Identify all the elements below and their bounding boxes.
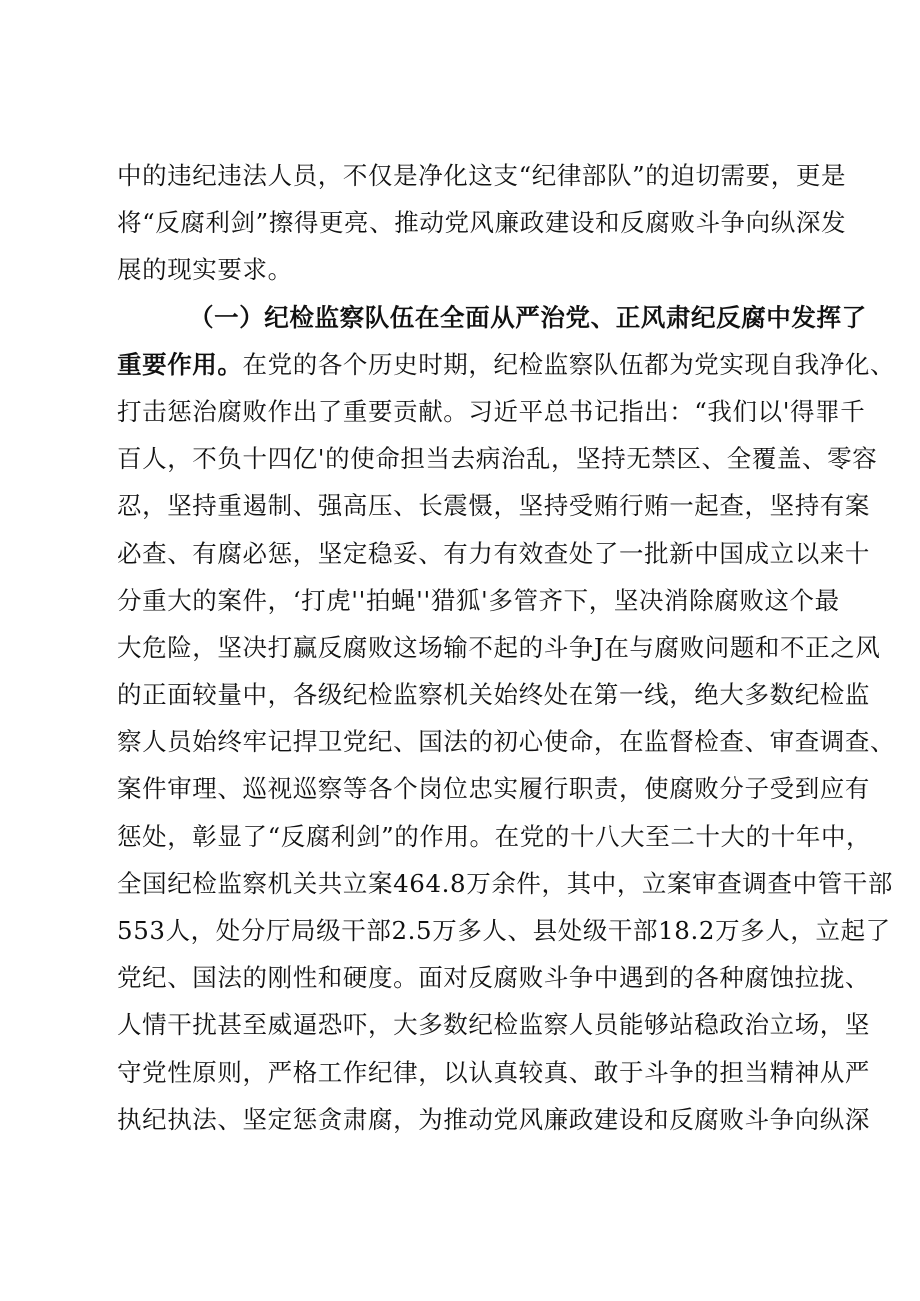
body-text [117,152,896,1143]
text-line: 百人，不负十四亿'的使命担当去病治乱，坚持无禁区、全覆盖、零容 [117,444,878,474]
text-line: 553人，处分厅局级干部2.5万多人、县处级干部18.2万多人，立起了 [117,916,891,945]
section-heading-line [117,294,867,341]
text-line: 守党性原则，严格工作纪律，以认真较真、敢于斗争的担当精神从严 [117,1057,870,1087]
text-line: 察人员始终牢记捍卫党纪、国法的初心使命，在监督检查、审查调查、 [117,727,896,757]
text-line: 忍，坚持重遏制、强高压、长震慑，坚持受贿行贿一起查，坚持有案 [117,491,870,521]
text-line: 必查、有腐必惩，坚定稳妥、有力有效查处了一批新中国成立以来十 [117,538,870,568]
text-line: 案件审理、巡视巡察等各个岗位忠实履行职责，使腐败分子受到应有 [117,774,870,804]
text-line: 执纪执法、坚定惩贪肃腐，为推动党风廉政建设和反腐败斗争向纵深 [117,1104,870,1134]
text-line: 党纪、国法的刚性和硬度。面对反腐败斗争中遇到的各种腐蚀拉拢、 [117,963,870,993]
text-line: 惩处，彰显了“反腐利剑”的作用。在党的十八大至二十大的十年中， [117,821,872,851]
text-line: 人情干扰甚至威逼恐吓，大多数纪检监察人员能够站稳政治立场，坚 [117,1010,870,1040]
text-line: 将“反腐利剑”擦得更亮、推动党风廉政建设和反腐败斗争向纵深发 [117,208,847,238]
text-line-content: 在党的各个历史时期，纪检监察队伍都为党实现自我净化、 [242,349,896,379]
text-line [117,341,896,388]
text-line: 大危险，坚决打赢反腐败这场输不起的斗争J在与腐败问题和不正之风 [117,632,881,662]
text-line: 打击惩治腐败作出了重要贡献。习近平总书记指出：“我们以'得罪千 [117,396,866,426]
section-heading-end: 重要作用。 [117,349,243,379]
text-line: 中的违纪违法人员，不仅是净化这支“纪律部队”的迫切需要，更是 [117,161,847,190]
text-line: 全国纪检监察机关共立案464.8万余件，其中，立案审查调查中管干部 [117,868,893,898]
text-line: 展的现实要求。 [117,255,293,285]
text-line: 的正面较量中，各级纪检监察机关始终处在第一线，绝大多数纪检监 [117,680,870,710]
text-line: 分重大的案件，‘打虎''拍蝇''猎狐'多管齐下，坚决消除腐败这个最 [117,585,840,615]
section-heading: （一）纪检监察队伍在全面从严治党、正风肃纪反腐中发挥了 [189,302,867,332]
